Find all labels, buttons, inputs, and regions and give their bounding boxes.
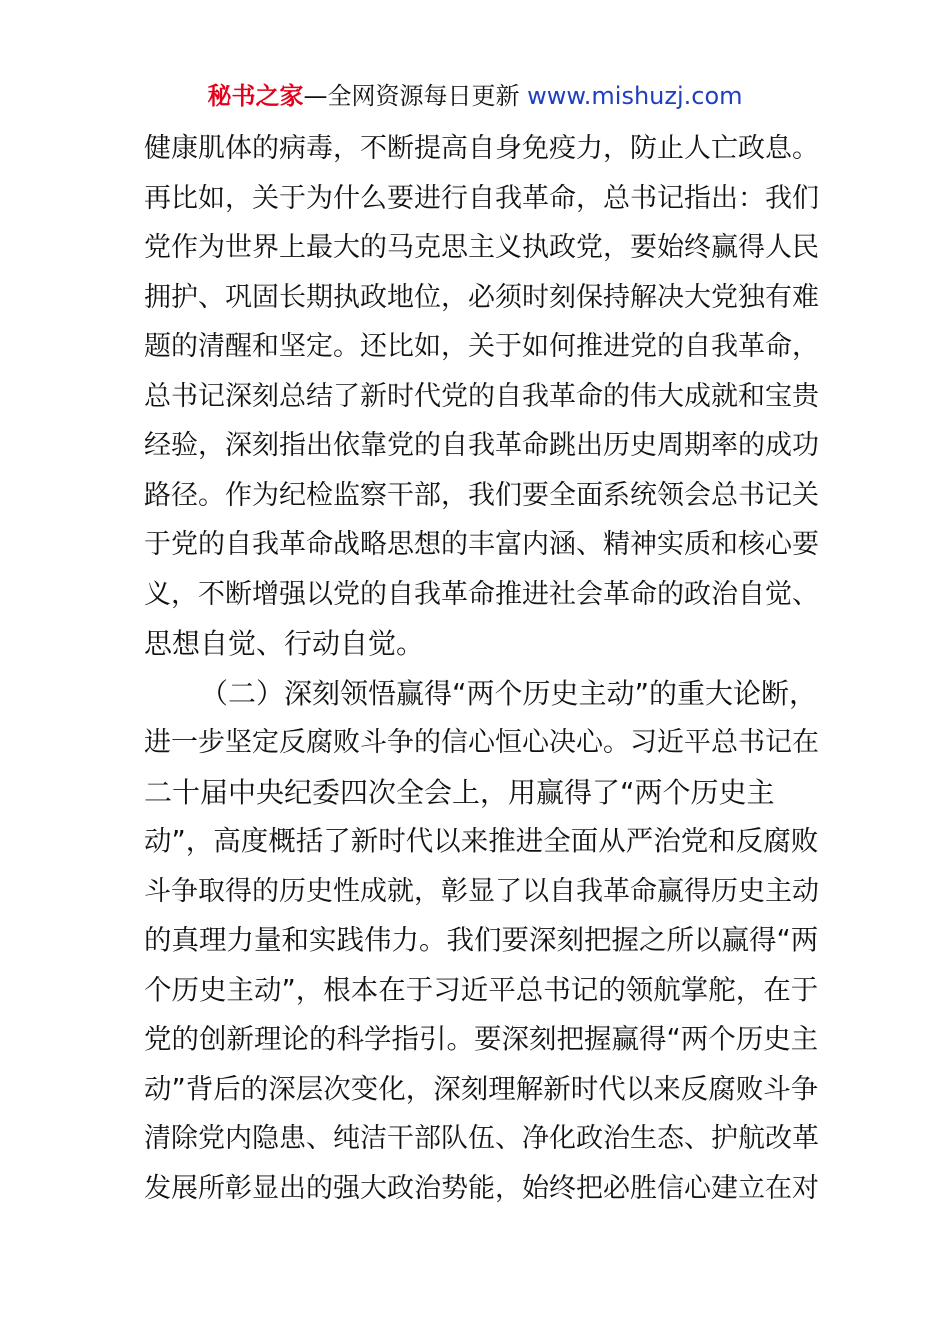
text-line: 清除党内隐患、纯洁干部队伍、净化政治生态、护航改革 [144, 1123, 819, 1154]
text-line: 动”，高度概括了新时代以来推进全面从严治党和反腐败 [144, 825, 819, 857]
text-line: 拥护、巩固长期执政地位，必须时刻保持解决大党独有难 [144, 281, 819, 313]
site-brand: 秘书之家 [207, 82, 304, 110]
text-line: 二十届中央纪委四次全会上，用赢得了“两个历史主 [144, 775, 775, 809]
text-line: 于党的自我革命战略思想的丰富内涵、精神实质和核心要 [144, 529, 819, 560]
site-tagline: —全网资源每日更新 [303, 82, 528, 110]
text-line: 路径。作为纪检监察干部，我们要全面系统领会总书记关 [144, 479, 819, 511]
text-line: 进一步坚定反腐败斗争的信心恒心决心。习近平总书记在 [144, 727, 819, 758]
site-header [0, 78, 950, 114]
text-line: 的真理力量和实践伟力。我们要深刻把握之所以赢得“两 [144, 924, 819, 956]
text-line: 总书记深刻总结了新时代党的自我革命的伟大成就和宝贵 [144, 380, 819, 412]
text-line: 健康肌体的病毒，不断提高自身免疫力，防止人亡政息。 [144, 133, 819, 164]
document-body [144, 124, 824, 1213]
site-url-link[interactable]: www.mishuzj.com [527, 82, 743, 110]
text-line: 个历史主动”，根本在于习近平总书记的领航掌舵，在于 [144, 973, 819, 1006]
text-line: 经验，深刻指出依靠党的自我革命跳出历史周期率的成功 [144, 430, 819, 461]
text-line: 再比如，关于为什么要进行自我革命，总书记指出：我们 [144, 182, 819, 214]
text-line: 发展所彰显出的强大政治势能，始终把必胜信心建立在对 [144, 1172, 819, 1204]
text-line: 题的清醒和坚定。还比如，关于如何推进党的自我革命， [144, 331, 819, 362]
section-heading-line: （二）深刻领悟赢得“两个历史主动”的重大论断， [200, 676, 818, 710]
text-line: 思想自觉、行动自觉。 [144, 627, 425, 660]
text-line: 党作为世界上最大的马克思主义执政党，要始终赢得人民 [144, 232, 819, 263]
text-line: 党的创新理论的科学指引。要深刻把握赢得“两个历史主 [144, 1023, 819, 1055]
text-line: 斗争取得的历史性成就，彰显了以自我革命赢得历史主动 [144, 875, 819, 907]
text-line: 动”背后的深层次变化，深刻理解新时代以来反腐败斗争 [144, 1072, 819, 1105]
text-line: 义，不断增强以党的自我革命推进社会革命的政治自觉、 [144, 578, 819, 610]
